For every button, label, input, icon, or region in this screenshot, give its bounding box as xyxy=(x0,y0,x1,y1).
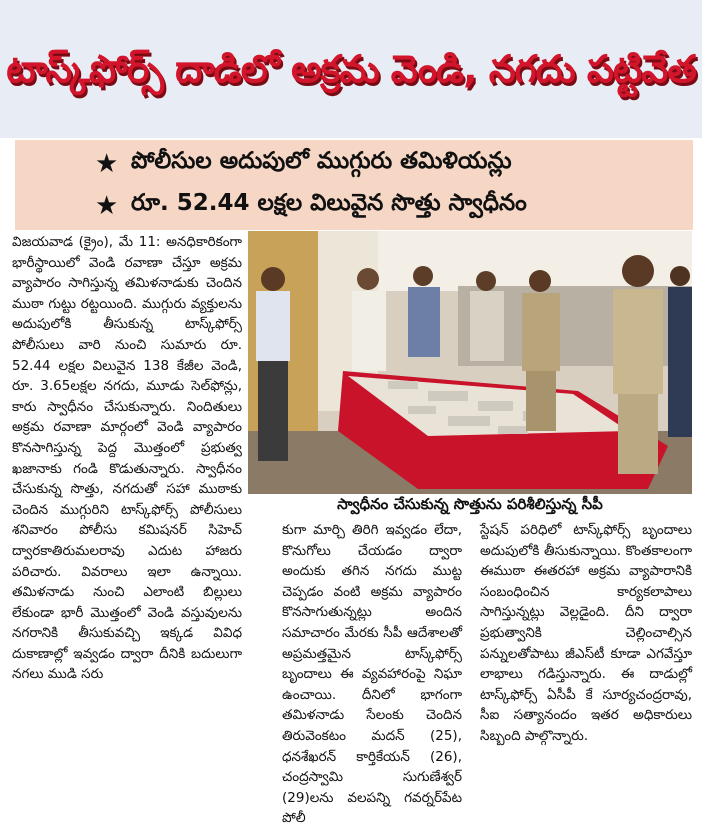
officials-inspecting-seized-goods-photo xyxy=(248,231,692,494)
article-paragraph: విజయవాడ (క్రైం), మే 11: అనధికారికంగా భారీస్థాయిలో వెండి రవాణా చేస్తూ అక్రమ వ్యాపారం సాగిస్తున్న తమిళనాడుకు చెందిన ముఠా గుట్టు రట్టయింది. ముగ్గురు వ్యక్తులను అదుపులోకి తీసుకున్న టాస్క్‌ఫోర్స్ పోలీసులు వారి నుంచి సుమారు రూ. 52.44 లక్షల విలువైన 138 కేజీల వెండి, రూ. 3.65లక్షల నగదు, మూడు సెల్‌ఫోన్లు, కారు స్వాధీనం చేసుకున్నారు. నిందితులు అక్రమ రవాణా మార్గంలో వెండి వ్యాపారం కొనసాగిస్తున్న పెద్ద మొత్తంలో ప్రభుత్వ ఖజానాకు గండి కొడుతున్నారు. స్వాధీనం చేసుకున్న సొత్తు, నగదుతో సహా ముఠాకు చెందిన ముగ్గురిని టాస్క్‌ఫోర్స్ పోలీసులు శనివారం పోలీసు కమిషనర్ సిహెచ్ ద్వారకాతిరుమలరావు ఎదుట హాజరు పరిచారు. వివరాలు ఇలా ఉన్నాయి. తమిళనాడు నుంచి ఎలాంటి బిల్లులు లేకుండా భారీ మొత్తంలో వెండి వస్తువులను నగరానికి తీసుకువచ్చి ఇక్కడ వివిధ దుకాణాల్లో ఇవ్వడం ద్వారా దీనికి బదులుగా నగలు ముడి సరు xyxy=(12,234,242,683)
headline-banner xyxy=(0,0,702,138)
deck-text-1: పోలీసుల అదుపులో ముగ్గురు తమిళియన్లు xyxy=(131,148,512,174)
star-icon: ★ xyxy=(95,191,119,221)
headline: టాస్క్‌ఫోర్స్ దాడిలో అక్రమ వెండి, నగదు పట్టివేత xyxy=(6,47,696,91)
deck-text-2: రూ. 52.44 లక్షల విలువైన సొత్తు స్వాధీనం xyxy=(131,190,527,216)
article-column-1 xyxy=(12,232,242,685)
article-paragraph: కుగా మార్చి తిరిగి ఇవ్వడం లేదా, కొనుగోలు చేయడం ద్వారా అందుకు తగిన నగదు ముట్ట చెప్పడం వంటి అక్రమ వ్యాపారం కొనసాగుతున్నట్లు అందిన సమాచారం మేరకు సీపీ ఆదేశాలతో అప్రమత్తమైన టాస్క్‌ఫోర్స్ బృందాలు ఈ వ్యవహారంపై నిఘా ఉంచాయి. దీనిలో భాగంగా తమిళనాడు సేలంకు చెందిన తిరువెంకటం మదన్ (25), ధనశేఖరన్ కార్తికేయన్ (26), చంద్రస్వామి సుగుణేశ్వర్ (29)లను వలపన్ని గవర్నర్‌పేట పోలీ xyxy=(282,522,462,827)
article-column-2 xyxy=(282,520,462,829)
news-photo xyxy=(248,231,692,494)
article-paragraph: స్టేషన్ పరిధిలో టాస్క్‌ఫోర్స్ బృందాలు అదుపులోకి తీసుకున్నాయి. కొంతకాలంగా ఈముఠా ఈతరహా అక్రమ వ్యాపారానికి సంబంధించిన కార్యకలాపాలు సాగిస్తున్నట్లు వెల్లడైంది. దీని ద్వారా ప్రభుత్వానికి చెల్లించాల్సిన పన్నులతోపాటు జీఎస్‌టీ కూడా ఎగవేస్తూ లాభాలు గడిస్తున్నారు. ఈ దాడుల్లో టాస్క్‌ఫోర్స్ ఏసీపీ కే సూర్యచంద్రరావు, సీఐ సత్యానందం ఇతర అధికారులు సిబ్బంది పాల్గొన్నారు. xyxy=(480,522,692,744)
deck-line-1 xyxy=(95,143,693,185)
caption-text: స్వాధీనం చేసుకున్న సొత్తును పరిశీలిస్తున్న సీపీ xyxy=(337,495,603,513)
article-column-3 xyxy=(480,520,692,747)
deck-box xyxy=(15,140,693,230)
star-icon: ★ xyxy=(95,149,119,179)
photo-caption xyxy=(248,494,692,518)
deck-line-2 xyxy=(95,185,693,227)
